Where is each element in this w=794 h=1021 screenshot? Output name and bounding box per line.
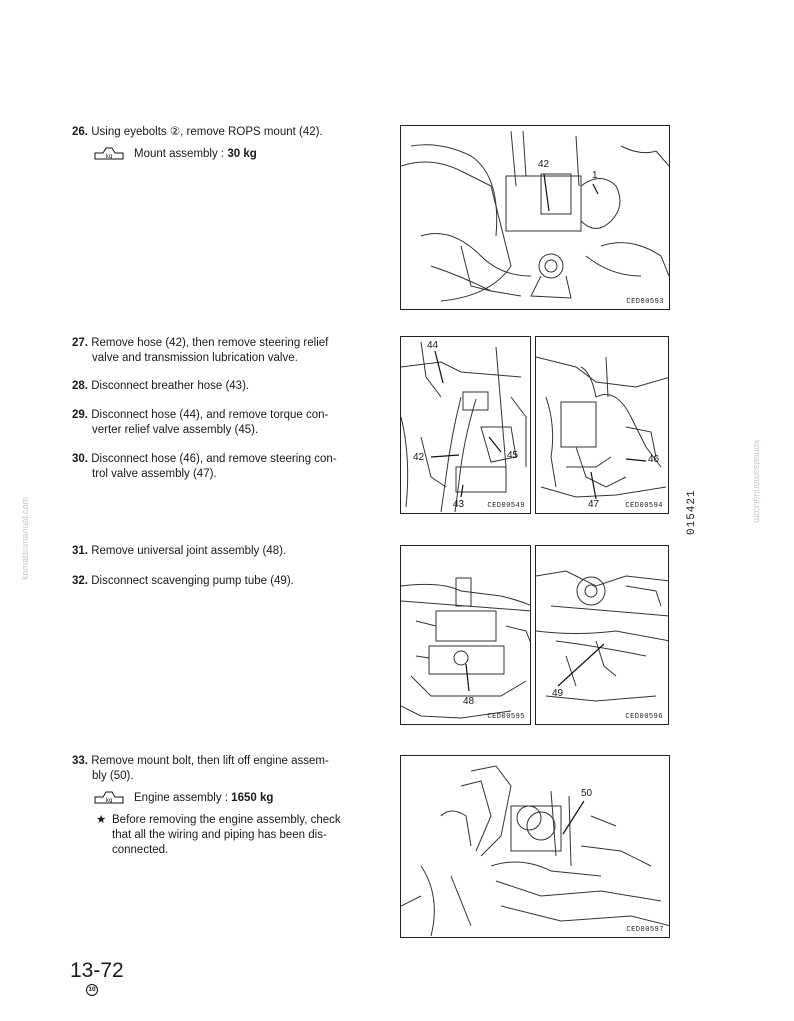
weight-icon-text: kg <box>105 154 113 160</box>
step-26 <box>72 125 323 140</box>
step-number: 31. <box>72 545 88 557</box>
step-text: Remove mount bolt, then lift off engine assem- <box>91 755 329 767</box>
step-text: Disconnect hose (46), and remove steering con- <box>91 453 337 465</box>
star-icon: ★ <box>96 814 107 826</box>
figure-ced00593 <box>400 125 670 310</box>
step-number: 30. <box>72 453 88 465</box>
callout-label: 42 <box>538 159 550 170</box>
step-number: 26. <box>72 126 88 138</box>
step-text: Remove universal joint assembly (48). <box>91 545 287 557</box>
note-caution <box>96 813 341 858</box>
step-29 <box>72 408 328 423</box>
figure-drawing <box>536 337 669 514</box>
figure-code: CED00596 <box>625 713 663 721</box>
step-number: 32. <box>72 575 88 587</box>
step-number: 33. <box>72 755 88 767</box>
figure-ced00549 <box>400 336 531 514</box>
callout-label: 46 <box>648 454 660 465</box>
figure-drawing <box>401 756 670 938</box>
side-code-text: 015421 <box>686 489 698 535</box>
step-32 <box>72 574 294 589</box>
weight-label: Mount assembly : <box>134 147 228 160</box>
figure-drawing <box>401 126 670 310</box>
callout-label: 45 <box>507 450 519 461</box>
callout-label: 43 <box>453 499 465 510</box>
figure-code: CED00594 <box>625 502 663 510</box>
watermark-right: komatsumanual.com <box>752 440 762 524</box>
step-33-cont: bly (50). <box>92 770 134 782</box>
step-text: Remove hose (42), then remove steering relief <box>91 337 329 349</box>
callout-label: 49 <box>552 688 564 699</box>
note-line: that all the wiring and piping has been dis- <box>112 829 327 841</box>
step-number: 28. <box>72 380 88 392</box>
step-27-cont: valve and transmission lubrication valve. <box>92 352 298 364</box>
weight-icon <box>94 791 124 804</box>
figure-ced00595 <box>400 545 531 725</box>
step-30 <box>72 452 337 467</box>
step-text: Using eyebolts ②, remove ROPS mount (42). <box>91 126 323 138</box>
weight-value: 30 kg <box>227 147 257 160</box>
callout-label: 42 <box>413 452 425 463</box>
watermark-left: komatsumanual.com <box>20 496 30 580</box>
figure-ced00597 <box>400 755 670 938</box>
side-document-code <box>678 480 718 540</box>
figure-ced00594 <box>535 336 669 514</box>
step-33 <box>72 754 329 769</box>
revision-badge: 10 <box>86 984 98 996</box>
step-number: 27. <box>72 337 88 349</box>
step-31 <box>72 544 286 559</box>
callout-label: 1 <box>592 170 598 181</box>
step-28 <box>72 379 249 394</box>
step-text: Disconnect hose (44), and remove torque con- <box>91 409 329 421</box>
weight-icon-text: kg <box>105 798 113 804</box>
figure-code: CED00549 <box>487 502 525 510</box>
page-number: 13-72 <box>70 959 124 982</box>
step-text: Disconnect scavenging pump tube (49). <box>91 575 294 587</box>
callout-label: 50 <box>581 788 593 799</box>
step-text: Disconnect breather hose (43). <box>91 380 250 392</box>
weight-label: Engine assembly : <box>134 791 232 804</box>
figure-code: CED00597 <box>626 926 664 934</box>
step-27 <box>72 336 328 351</box>
callout-label: 44 <box>427 340 439 351</box>
weight-engine <box>94 791 273 804</box>
figure-drawing <box>401 337 531 514</box>
step-number: 29. <box>72 409 88 421</box>
weight-icon <box>94 147 124 160</box>
note-line: Before removing the engine assembly, check <box>112 814 341 826</box>
note-line: connected. <box>112 844 169 856</box>
callout-label: 48 <box>463 696 475 707</box>
figure-code: CED00593 <box>626 298 664 306</box>
figure-ced00596 <box>535 545 669 725</box>
weight-value: 1650 kg <box>231 791 274 804</box>
figure-code: CED00595 <box>487 713 525 721</box>
step-30-cont: trol valve assembly (47). <box>92 468 217 480</box>
weight-mount <box>94 147 257 160</box>
callout-label: 47 <box>588 499 600 510</box>
step-29-cont: verter relief valve assembly (45). <box>92 424 259 436</box>
